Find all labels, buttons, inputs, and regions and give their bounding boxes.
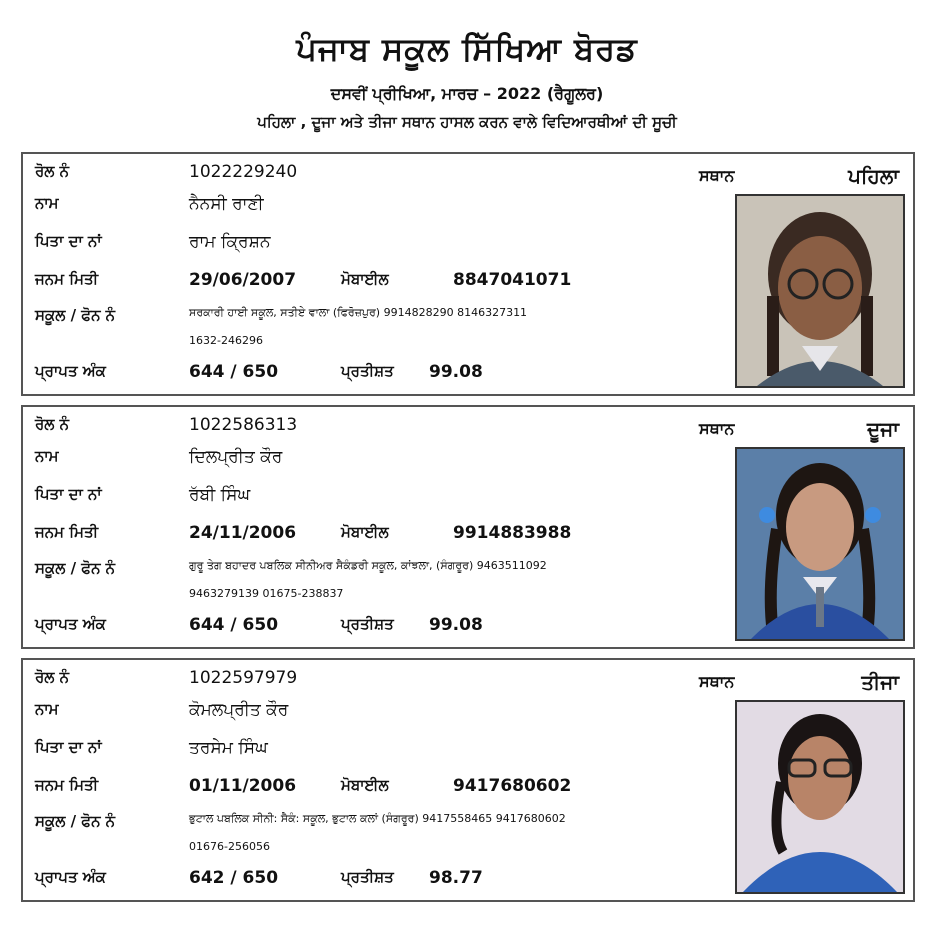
marks-row: [23, 362, 723, 392]
student-photo: [735, 447, 905, 641]
percent-value: 99.08: [429, 362, 483, 382]
school-line2: 9463279139 01675-238837: [189, 587, 344, 600]
name-label: ਨਾਮ: [35, 700, 59, 718]
marks-value: 644 / 650: [189, 615, 279, 635]
student-photo: [735, 700, 905, 894]
name-row: [23, 447, 723, 477]
father-label: ਪਿਤਾ ਦਾ ਨਾਂ: [35, 232, 102, 250]
roll-label: ਰੋਲ ਨੰ: [35, 162, 70, 180]
percent-value: 98.77: [429, 868, 483, 888]
student-card-third: [21, 658, 915, 902]
student-card-first: [21, 152, 915, 396]
dob-value: 24/11/2006: [189, 523, 297, 543]
school-label: ਸਕੂਲ / ਫੋਨ ਨੰ: [35, 812, 116, 830]
school-row-2: [23, 587, 723, 617]
father-value: ਰਾਮ ਕ੍ਰਿਸ਼ਨ: [189, 232, 271, 252]
father-row: [23, 738, 723, 768]
father-label: ਪਿਤਾ ਦਾ ਨਾਂ: [35, 485, 102, 503]
father-value: ਰੱਬੀ ਸਿੰਘ: [189, 485, 251, 505]
roll-label: ਰੋਲ ਨੰ: [35, 668, 70, 686]
school-line1: ਸਰਕਾਰੀ ਹਾਈ ਸਕੂਲ, ਸਤੀਏ ਵਾਲਾ (ਫਿਰੋਜ਼ਪੁਰ) 9914828290 8146327311: [189, 306, 528, 319]
school-row: [23, 306, 723, 336]
school-line2: 01676-256056: [189, 840, 270, 853]
school-row: [23, 812, 723, 842]
dob-value: 01/11/2006: [189, 776, 297, 796]
roll-row: [23, 162, 723, 192]
dob-row: [23, 523, 723, 553]
dob-row: [23, 776, 723, 806]
mobile-label: ਮੋਬਾਈਲ: [341, 523, 389, 541]
student-portrait-icon: [737, 196, 903, 386]
school-label: ਸਕੂਲ / ਫੋਨ ਨੰ: [35, 559, 116, 577]
roll-row: [23, 415, 723, 445]
mobile-label: ਮੋਬਾਈਲ: [341, 776, 389, 794]
marks-value: 642 / 650: [189, 868, 279, 888]
father-value: ਤਰਸੇਮ ਸਿੰਘ: [189, 738, 268, 758]
name-label: ਨਾਮ: [35, 194, 59, 212]
exam-subtitle: ਦਸਵੀਂ ਪ੍ਰੀਖਿਆ, ਮਾਰਚ – 2022 (ਰੈਗੂਲਰ): [330, 84, 604, 103]
list-subtitle: ਪਹਿਲਾ , ਦੂਜਾ ਅਤੇ ਤੀਜਾ ਸਥਾਨ ਹਾਸਲ ਕਰਨ ਵਾਲੇ ਵਿਦਿਆਰਥੀਆਂ ਦੀ ਸੂਚੀ: [257, 113, 677, 131]
school-row-2: [23, 334, 723, 364]
marks-row: [23, 868, 723, 898]
rank-value: ਪਹਿਲਾ: [848, 164, 899, 188]
rank-label: ਸਥਾਨ: [699, 672, 735, 691]
dob-row: [23, 270, 723, 300]
roll-value: 1022586313: [189, 415, 298, 435]
father-row: [23, 232, 723, 262]
rank-value: ਦੂਜਾ: [866, 417, 899, 441]
school-row: [23, 559, 723, 589]
board-title: ਪੰਜਾਬ ਸਕੂਲ ਸਿੱਖਿਆ ਬੋਰਡ: [296, 30, 638, 68]
father-label: ਪਿਤਾ ਦਾ ਨਾਂ: [35, 738, 102, 756]
roll-label: ਰੋਲ ਨੰ: [35, 415, 70, 433]
marks-label: ਪ੍ਰਾਪਤ ਅੰਕ: [35, 615, 106, 633]
student-portrait-icon: [737, 449, 903, 639]
name-label: ਨਾਮ: [35, 447, 59, 465]
school-label: ਸਕੂਲ / ਫੋਨ ਨੰ: [35, 306, 116, 324]
school-line2: 1632-246296: [189, 334, 263, 347]
student-photo: [735, 194, 905, 388]
marks-row: [23, 615, 723, 645]
mobile-value: 8847041071: [453, 270, 572, 290]
marks-label: ਪ੍ਰਾਪਤ ਅੰਕ: [35, 362, 106, 380]
name-value: ਨੈਨਸੀ ਰਾਣੀ: [189, 194, 264, 214]
student-portrait-icon: [737, 702, 903, 892]
name-value: ਕੋਮਲਪ੍ਰੀਤ ਕੌਰ: [189, 700, 289, 720]
dob-label: ਜਨਮ ਮਿਤੀ: [35, 270, 99, 288]
dob-label: ਜਨਮ ਮਿਤੀ: [35, 523, 99, 541]
marks-value: 644 / 650: [189, 362, 279, 382]
roll-row: [23, 668, 723, 698]
mobile-label: ਮੋਬਾਈਲ: [341, 270, 389, 288]
dob-label: ਜਨਮ ਮਿਤੀ: [35, 776, 99, 794]
percent-label: ਪ੍ਰਤੀਸ਼ਤ: [341, 362, 394, 380]
marks-label: ਪ੍ਰਾਪਤ ਅੰਕ: [35, 868, 106, 886]
student-card-second: [21, 405, 915, 649]
mobile-value: 9914883988: [453, 523, 572, 543]
mobile-value: 9417680602: [453, 776, 572, 796]
percent-label: ਪ੍ਰਤੀਸ਼ਤ: [341, 868, 394, 886]
name-value: ਦਿਲਪ੍ਰੀਤ ਕੌਰ: [189, 447, 283, 467]
name-row: [23, 700, 723, 730]
father-row: [23, 485, 723, 515]
percent-value: 99.08: [429, 615, 483, 635]
school-line1: ਭੁਟਾਲ ਪਬਲਿਕ ਸੀਨੀ: ਸੈਕੰ: ਸਕੂਲ, ਭੁਟਾਲ ਕਲਾਂ (ਸੰਗਰੂਰ) 9417558465 9417680602: [189, 812, 566, 825]
school-row-2: [23, 840, 723, 870]
school-line1: ਗੁਰੂ ਤੇਗ ਬਹਾਦਰ ਪਬਲਿਕ ਸੀਨੀਅਰ ਸੈਕੰਡਰੀ ਸਕੂਲ, ਕਾਂਝਲਾ, (ਸੰਗਰੂਰ) 9463511092: [189, 559, 547, 572]
rank-label: ਸਥਾਨ: [699, 166, 735, 185]
percent-label: ਪ੍ਰਤੀਸ਼ਤ: [341, 615, 394, 633]
rank-value: ਤੀਜਾ: [861, 670, 899, 694]
rank-label: ਸਥਾਨ: [699, 419, 735, 438]
name-row: [23, 194, 723, 224]
roll-value: 1022597979: [189, 668, 298, 688]
dob-value: 29/06/2007: [189, 270, 297, 290]
roll-value: 1022229240: [189, 162, 298, 182]
